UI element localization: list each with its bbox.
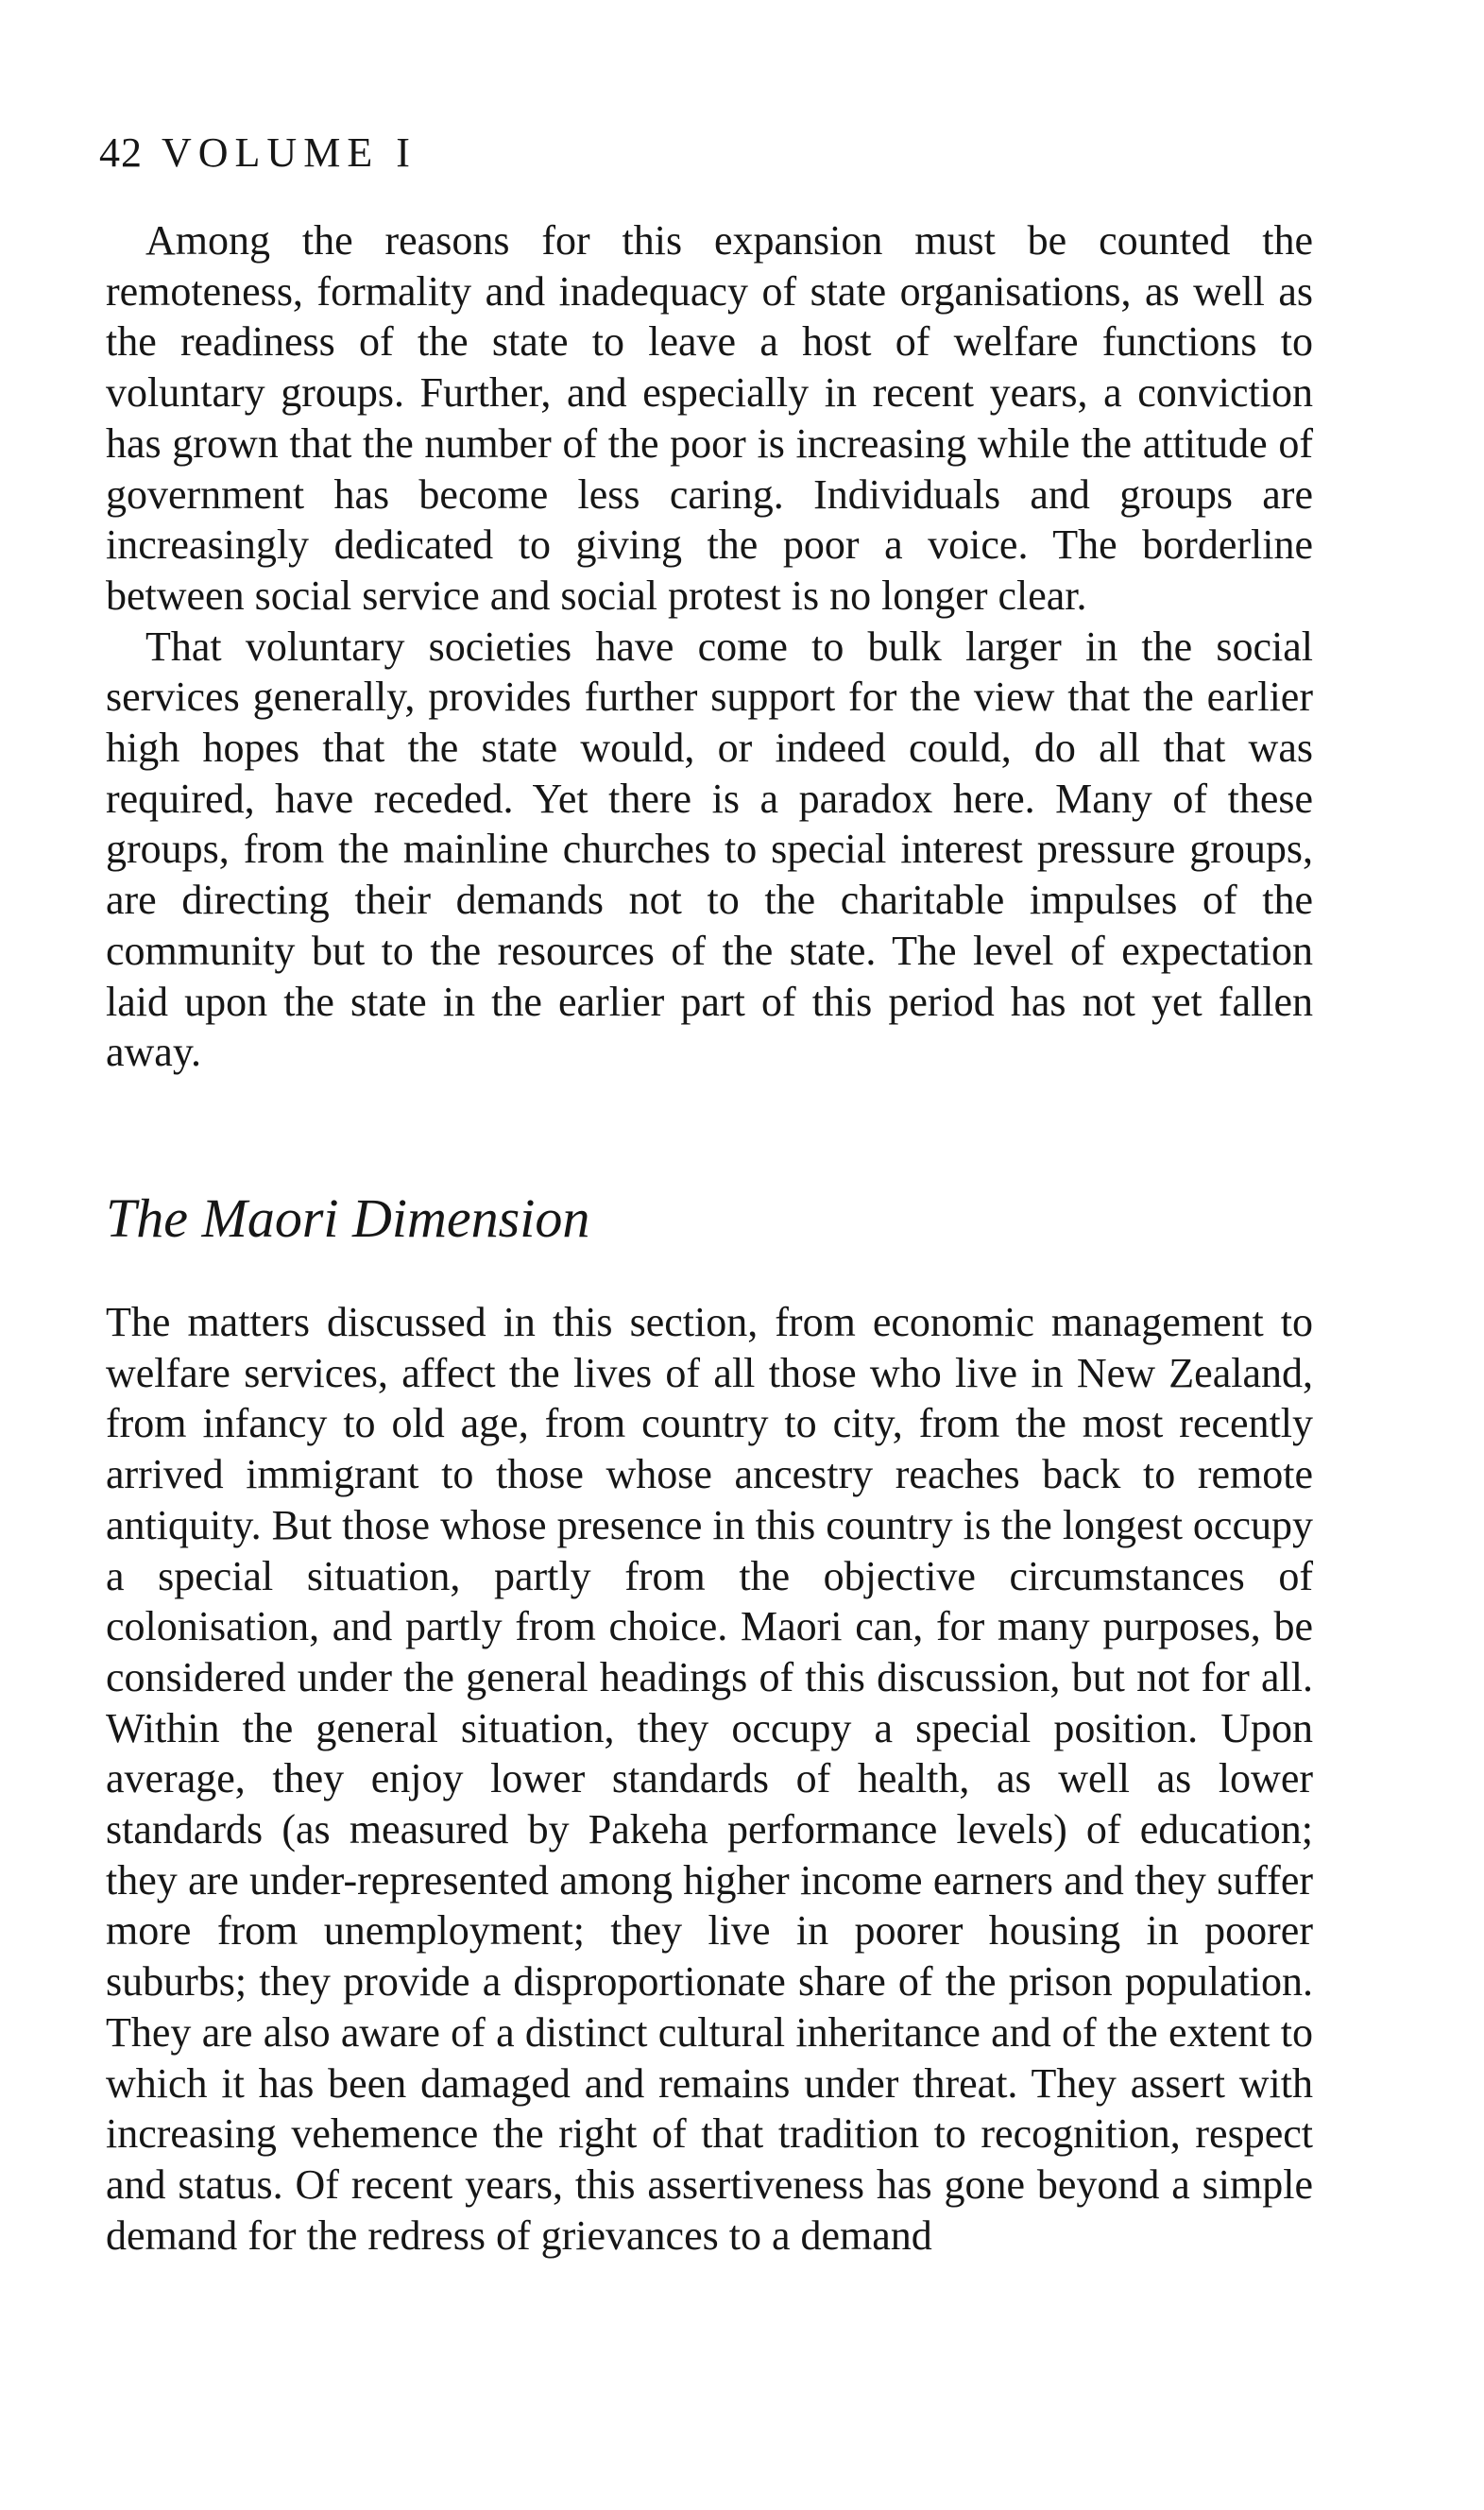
- paragraph-voluntary-societies: That voluntary societies have come to bulk larger in the social services generally, provides further support for the view that the earlier high hopes that the state would, or indeed could, do all that was required, have receded. Yet there is a paradox here. Many of these groups, from the mainline churches to special interest pressure groups, are directing their demands not to the charitable impulses of the community but to the resources of the state. The level of expectation laid upon the state in the earlier part of this period has not yet fallen away.: [106, 623, 1313, 1076]
- volume-title: VOLUME I: [162, 129, 417, 176]
- intro-text-block: [106, 215, 1313, 1078]
- maori-text-block: [106, 1297, 1313, 2261]
- page-number: 42: [99, 129, 143, 176]
- paragraph-maori-dimension: The matters discussed in this section, from economic management to welfare services, affect the lives of all those who live in New Zealand, from infancy to old age, from country to city, from the most recently arrived immigrant to those whose ancestry reaches back to remote antiquity. But those whose presence in this country is the longest occupy a special situation, partly from the objective circumstances of colonisation, and partly from choice. Maori can, for many purposes, be considered under the general headings of this discussion, but not for all. Within the general situation, they occupy a special position. Upon average, they enjoy lower standards of health, as well as lower standards (as measured by Pakeha performance levels) of education; they are under-represented among higher income earners and they suffer more from unemployment; they live in poorer housing in poorer suburbs; they provide a disproportionate share of the prison population. They are also aware of a distinct cultural inheritance and of the extent to which it has been damaged and remains under threat. They assert with increasing vehemence the right of that tradition to recognition, respect and status. Of recent years, this assertiveness has gone beyond a simple demand for the redress of grievances to a demand: [106, 1299, 1313, 2259]
- running-head: [99, 129, 417, 176]
- section-heading-maori-dimension: The Maori Dimension: [106, 1187, 590, 1249]
- paragraph-expansion-reasons: Among the reasons for this expansion must be counted the remoteness, formality and inadequacy of state organisations, as well as the readiness of the state to leave a host of welfare functions to voluntary groups. Further, and especially in recent years, a conviction has grown that the number of the poor is increasing while the attitude of government has become less caring. Individuals and groups are increasingly dedicated to giving the poor a voice. The borderline between social service and social protest is no longer clear.: [106, 217, 1313, 619]
